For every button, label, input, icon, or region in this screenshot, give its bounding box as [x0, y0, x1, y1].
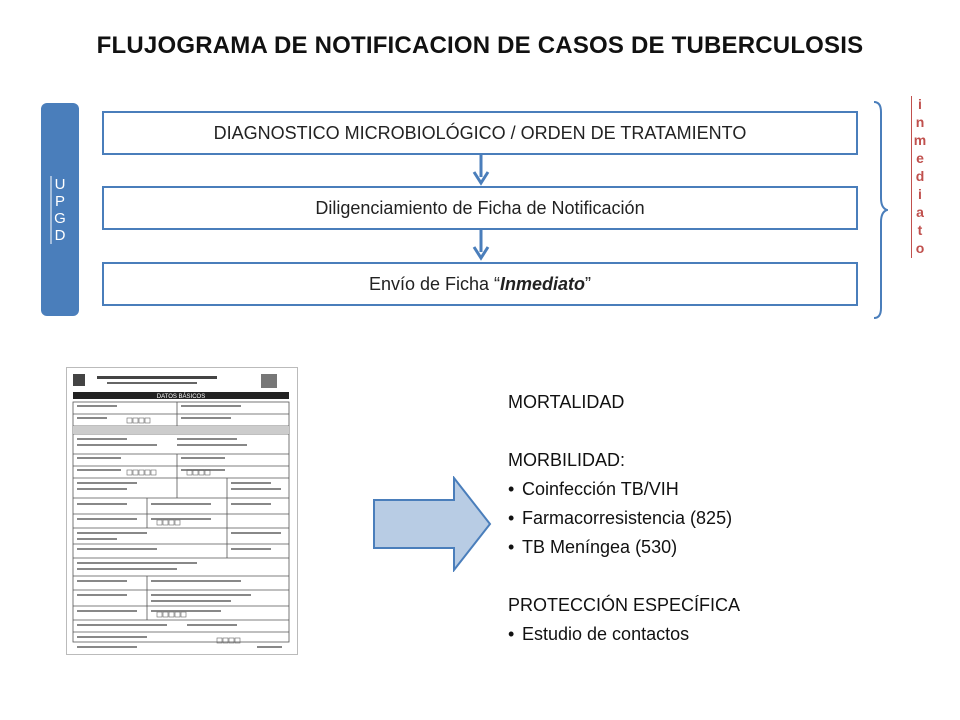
step-box-diagnostico — [102, 111, 858, 155]
step-box-envio — [102, 262, 858, 306]
page-title: FLUJOGRAMA DE NOTIFICACION DE CASOS DE TUBERCULOSIS — [96, 32, 864, 59]
notification-form-image — [66, 367, 298, 655]
big-right-arrow — [372, 476, 492, 572]
proteccion-item-contactos: • Estudio de contactos — [508, 620, 808, 649]
mortalidad-heading: MORTALIDAD — [508, 392, 625, 412]
step-diagnostico-label: DIAGNOSTICO MICROBIOLÓGICO / ORDEN DE TRATAMIENTO — [213, 122, 747, 143]
flow-arrow-2 — [472, 230, 490, 262]
morbilidad-item-meningea: • TB Meníngea (530) — [508, 533, 808, 562]
morbilidad-item-farmacorresistencia: • Farmacorresistencia (825) — [508, 504, 808, 533]
step-box-diligenciamiento — [102, 186, 858, 230]
step-envio-label: Envío de Ficha “Inmediato” — [368, 273, 592, 294]
morbilidad-list — [508, 475, 808, 562]
upgd-label: UPGD — [51, 175, 69, 244]
morbilidad-heading: MORBILIDAD: — [508, 450, 626, 470]
form-header-text: DATOS BÁSICOS — [156, 394, 206, 400]
morbilidad-item-coinfeccion: • Coinfección TB/VIH — [508, 475, 808, 504]
form-thumbnail — [67, 368, 297, 654]
proteccion-heading: PROTECCIÓN ESPECÍFICA — [508, 595, 741, 615]
flow-arrow-1 — [472, 155, 490, 187]
proteccion-list — [508, 620, 808, 649]
info-panel — [508, 388, 808, 649]
inmediato-vertical-label: inmediato — [912, 96, 928, 258]
step-diligenciamiento-label: Diligenciamiento de Ficha de Notificación — [315, 197, 645, 218]
right-brace — [872, 100, 888, 320]
upgd-side-bar — [41, 103, 79, 316]
